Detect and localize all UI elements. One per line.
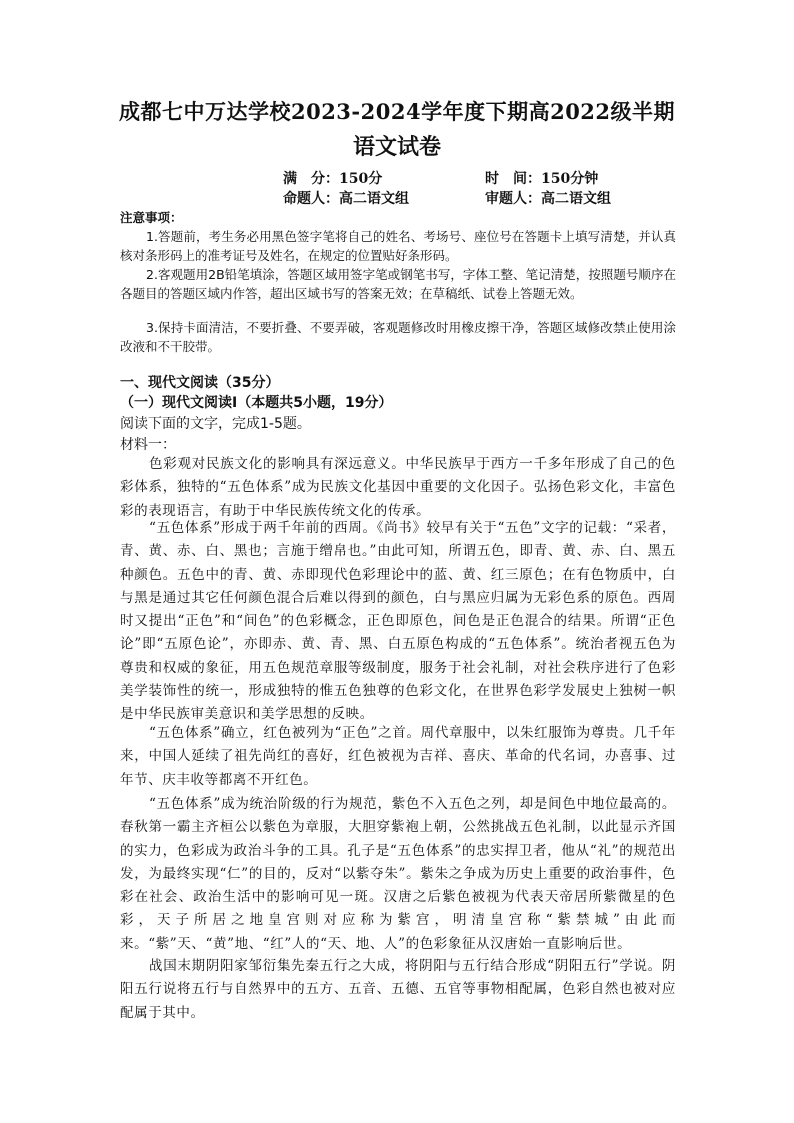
reviewer-label: 审题人：高二语文组: [485, 191, 611, 207]
note-item-2: 2.客观题用2B铅笔填涂，答题区域用签字笔或钢笔书写，字体工整、笔记清楚，按照题号顺序在各题目的答题区域内作答，超出区域书写的答案无效；在草稿纸、试卷上答题无效。: [120, 267, 676, 301]
exam-subject-title: 语文试卷: [352, 134, 441, 160]
note-item-1: 1.答题前，考生务必用黑色签字笔将自己的姓名、考场号、座位号在答题卡上填写清楚，并认真核对条形码上的准考证号及姓名，在规定的位置贴好条形码。: [120, 229, 676, 263]
material-paragraph-5: 战国末期阴阳家邹衍集先秦五行之大成，将阴阳与五行结合形成“阴阳五行”学说。阴阳五行说将五行与自然界中的五方、五音、五德、五官等事物相配属，色彩自然也被对应配属于其中。: [120, 958, 676, 1021]
material-paragraph-3: “五色体系”确立，红色被列为“正色”之首。周代章服中，以朱红服饰为尊贵。几千年来，中国人延续了祖先尚红的喜好，红色被视为吉祥、喜庆、革命的代名词，办喜事、过年节、庆丰收等都离不开红色。: [120, 725, 676, 788]
section-heading: 一、现代文阅读（35分）: [120, 375, 280, 391]
section-subheading: （一）现代文阅读Ⅰ（本题共5小题，19分）: [120, 395, 393, 411]
material-paragraph-2: “五色体系”形成于两千年前的西周。《尚书》较早有关于“五色”文字的记载：“采者，青、黄、赤、白、黑也；言施于缯帛也。”由此可知，所谓五色，即青、黄、赤、白、黑五种颜色。五色中的青、黄、赤即现代色彩理论中的蓝、黄、红三原色；在有色物质中，白与黑是通过其它任何颜色混合后难以得到的颜色，白与黑应归属为无彩色系的原色。西周时又提出“正色”和“间色”的色彩概念，正色即原色，间色是正色混合的结果。所谓“正色论”即“五原色论”，亦即赤、黄、青、黑、白五原色构成的“五色体系”。统治者视五色为尊贵和权威的象征，用五色规范章服等级制度，服务于社会礼制，对社会秩序进行了色彩美学装饰性的统一，形成独特的惟五色独尊的色彩文化，在世界色彩学发展史上独树一帜是中华民族审美意识和美学思想的反映。: [120, 520, 676, 723]
material-paragraph-1: 色彩观对民族文化的影响具有深远意义。中华民族早于西方一千多年形成了自己的色彩体系，独特的“五色体系”成为民族文化基因中重要的文化因子。弘扬色彩文化，丰富色彩的表现语言，有助于中华民族传统文化的传承。: [120, 456, 676, 519]
notes-heading: 注意事项：: [120, 210, 183, 225]
exam-title: 成都七中万达学校2023-2024学年度下期高2022级半期: [118, 99, 676, 124]
material-paragraph-4: “五色体系”成为统治阶级的行为规范，紫色不入五色之列，却是间色中地位最高的。春秋第一霸主齐桓公以紫色为章服，大胆穿紫袍上朝，公然挑战五色礼制，以此显示齐国的实力，色彩成为政治斗争的工具。孔子是“五色体系”的忠实捍卫者，他从“礼”的规范出发，为最终实现“仁”的目的，反对“以紫夺朱”。紫朱之争成为历史上重要的政治事件，色彩在社会、政治生活中的影响可见一斑。汉唐之后紫色被视为代表天帝居所紫微星的色彩，天子所居之地皇宫则对应称为紫宫，明清皇宫称“紫禁城”由此而来。“紫”天、“黄”地、“红”人的“天、地、人”的色彩象征从汉唐始一直影响后世。: [120, 796, 676, 952]
note-item-3: 3.保持卡面清洁，不要折叠、不要弄破，客观题修改时用橡皮擦干净，答题区域修改禁止使用涂改液和不干胶带。: [120, 320, 676, 354]
reading-instruction: 阅读下面的文字，完成1-5题。: [120, 416, 311, 432]
material-label: 材料一：: [120, 437, 176, 453]
exam-time-label: 时 间：150分钟: [485, 171, 599, 187]
question-author-label: 命题人：高二语文组: [283, 191, 409, 207]
full-score-label: 满 分：150分: [283, 171, 383, 187]
